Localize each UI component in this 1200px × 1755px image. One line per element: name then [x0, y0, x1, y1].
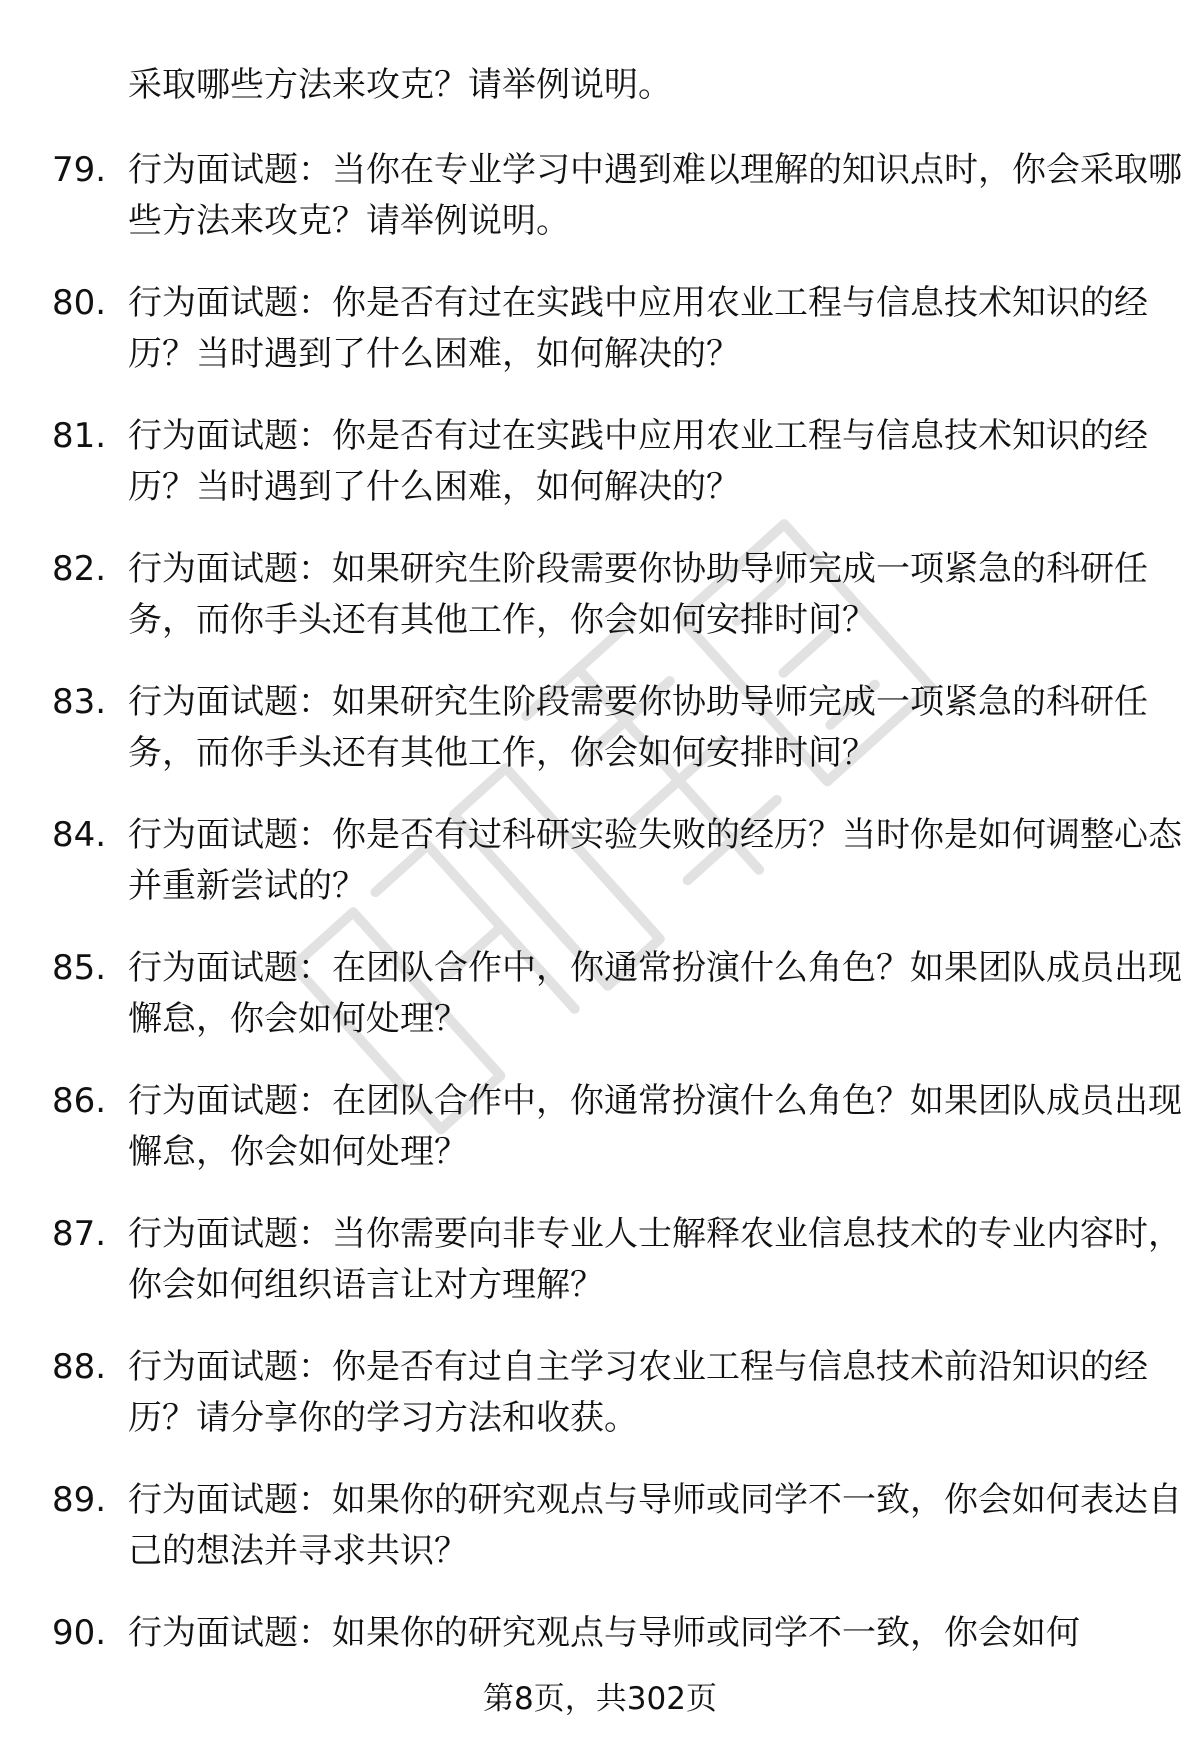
- page-footer: [0, 1677, 1200, 1721]
- question-number: 86.: [52, 1081, 107, 1121]
- question-item-85: [52, 943, 1182, 1045]
- question-item-87: [52, 1209, 1182, 1311]
- question-text: 行为面试题：如果研究生阶段需要你协助导师完成一项紧急的科研任务，而你手头还有其他工作，你会如何安排时间？: [128, 549, 1148, 640]
- question-item-89: [52, 1475, 1182, 1577]
- continued-paragraph: [52, 60, 1152, 111]
- question-item-80: [52, 278, 1152, 380]
- question-number: 87.: [52, 1214, 107, 1254]
- question-item-81: [52, 411, 1152, 513]
- document-content: [52, 60, 1182, 1690]
- question-item-79: [52, 145, 1182, 247]
- question-number: 89.: [52, 1480, 107, 1520]
- question-text: 行为面试题：当你在专业学习中遇到难以理解的知识点时，你会采取哪些方法来攻克？请举例说明。: [128, 150, 1182, 241]
- question-text: 行为面试题：你是否有过科研实验失败的经历？当时你是如何调整心态并重新尝试的？: [128, 815, 1182, 906]
- question-text: 行为面试题：当你需要向非专业人士解释农业信息技术的专业内容时，你会如何组织语言让对方理解？: [128, 1214, 1182, 1305]
- question-number: 83.: [52, 682, 107, 722]
- continued-text: 采取哪些方法来攻克？请举例说明。: [128, 65, 672, 105]
- question-item-82: [52, 544, 1152, 646]
- question-text: 行为面试题：如果你的研究观点与导师或同学不一致，你会如何表达自己的想法并寻求共识？: [128, 1480, 1182, 1571]
- question-text: 行为面试题：你是否有过在实践中应用农业工程与信息技术知识的经历？当时遇到了什么困难，如何解决的？: [128, 416, 1148, 507]
- question-number: 88.: [52, 1347, 107, 1387]
- page-number-label: 第8页，共302页: [483, 1681, 717, 1717]
- question-text: 行为面试题：在团队合作中，你通常扮演什么角色？如果团队成员出现懈怠，你会如何处理？: [128, 948, 1182, 1039]
- question-number: 90.: [52, 1613, 107, 1653]
- question-number: 81.: [52, 416, 107, 456]
- question-text: 行为面试题：如果研究生阶段需要你协助导师完成一项紧急的科研任务，而你手头还有其他工作，你会如何安排时间？: [128, 682, 1148, 773]
- question-item-90: [52, 1608, 1152, 1659]
- question-item-86: [52, 1076, 1182, 1178]
- question-item-88: [52, 1342, 1152, 1444]
- question-text: 行为面试题：在团队合作中，你通常扮演什么角色？如果团队成员出现懈怠，你会如何处理？: [128, 1081, 1182, 1172]
- question-item-84: [52, 810, 1182, 912]
- question-number: 80.: [52, 283, 107, 323]
- question-number: 82.: [52, 549, 107, 589]
- question-number: 79.: [52, 150, 107, 190]
- question-text: 行为面试题：你是否有过在实践中应用农业工程与信息技术知识的经历？当时遇到了什么困难，如何解决的？: [128, 283, 1148, 374]
- question-item-83: [52, 677, 1152, 779]
- question-text: 行为面试题：如果你的研究观点与导师或同学不一致，你会如何: [128, 1613, 1080, 1653]
- question-number: 84.: [52, 815, 107, 855]
- question-number: 85.: [52, 948, 107, 988]
- question-text: 行为面试题：你是否有过自主学习农业工程与信息技术前沿知识的经历？请分享你的学习方法和收获。: [128, 1347, 1148, 1438]
